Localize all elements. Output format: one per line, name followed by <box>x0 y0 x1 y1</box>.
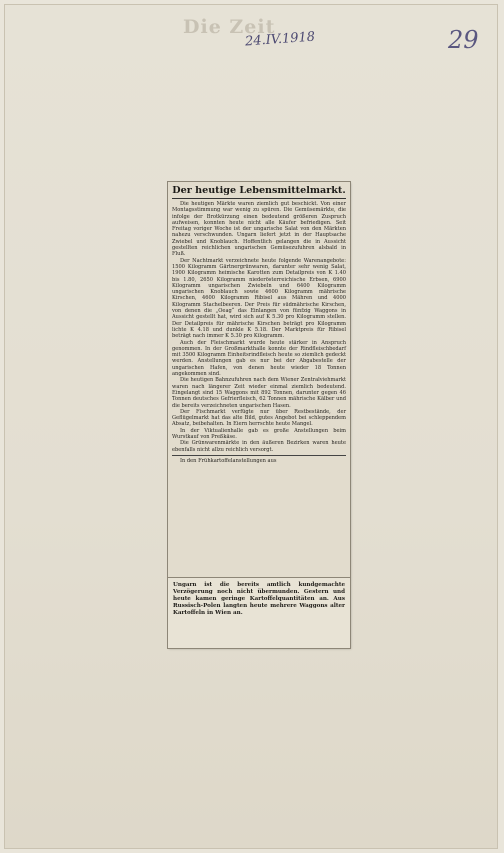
newspaper-stamp: Die Zeit <box>183 16 276 38</box>
article-paragraph: In den Frühkartoffelanstellungen aus <box>180 457 277 464</box>
handwritten-date: 24.IV.1918 <box>244 29 316 50</box>
article-paragraph: Der Fischmarkt verfügte nur über Restbestände, der Geflügelmarkt hat das alte Bild, gutes Angebot bei schleppendem Absatz, beibehalten. In Eiern herrschte heute Mangel. <box>172 408 346 428</box>
article-body <box>168 201 350 464</box>
page-number: 29 <box>448 26 479 54</box>
article-paragraph: Die heutigen Märkte waren ziemlich gut beschickt. Von einer Montagsstimmung war wenig zu spüren. Die Gemüsemärkte, die infolge der Brotkürzung einen bedeutend größeren Zuspruch aufweisen, konnten heute nicht alle Käufer befriedigen. Seit Freitag voriger Woche ist der ungarische Salat von den Märkten nahezu verschwunden. Ungarn liefert jetzt in der Hauptsache Zwiebel und Knoblauch. Hoffentlich gelangen die in Aussicht gestellten reichlichen ungarischen Gemüsezufuhren alsbald in Fluß. <box>172 201 346 258</box>
article-paragraph: Auch der Fleischmarkt wurde heute stärker in Anspruch genommen. In der Großmarkthalle konnte der Rindfleischbedarf mit 3500 Kilogramm Einheitsrindfleisch heute so ziemlich gedeckt werden. Anstellungen gab es nur bei der Abgabestelle der ungarischen Hafen, von denen heute wieder 18 Tonnen angekommen sind. <box>172 339 346 378</box>
article-paragraph: Die Grünwarenmärkte in den äußeren Bezirken waren heute ebenfalls nicht allzu reichlich versorgt. <box>172 440 346 453</box>
newspaper-clipping <box>168 182 350 578</box>
article-title: Der heutige Lebensmittelmarkt. <box>172 185 346 199</box>
archive-page <box>4 4 498 849</box>
article-paragraph: Der Nachtmarkt verzeichnete heute folgende Warenangebote: 1500 Kilogramm Gärtnergrünwaren, darunter sehr wenig Salat, 1900 Kilogramm heimische Karotten zum Detailpreis von K 1.40 bis 1.80, 2650 Kilogramm niederösterreichische Erbsen, 6900 Kilogramm ungarischen Zwiebeln und 6400 Kilogramm ungarischen Knoblauch sowie 4600 Kilogramm mährische Kirschen, 4600 Kilogramm Ribisel aus Mähren und 4000 Kilogramm Stachelbeeren. Der Preis für südmährische Kirschen, von denen die „Oeag“ das Einlangen von fünfzig Waggons in Aussicht gestellt hat, wird sich auf K 5.30 pro Kilogramm stellen. Der Detailpreis für mährische Kirschen beträgt pro Kilogramm lichte K 4.18 und dunkle K 5.18. Der Marktpreis für Ribisel beträgt nach immer K 5.30 pro Kilogramm. <box>172 257 346 340</box>
continuation-clipping <box>168 578 350 648</box>
article-paragraph: In der Viktualienhalle gab es große Anstellungen beim Wurstkauf von Preßkäse. <box>172 427 346 440</box>
article-paragraph: Die heutigen Bahnzufuhren nach dem Wiener Zentralviehmarkt waren nach längerer Zeit wieder einmal ziemlich bedeutend. Eingelangt sind 15 Waggons mit 892 Tonnen, darunter gegen 46 Tonnen deutsches Gefrierfleisch, 62 Tonnen mährische Kälber und die bereits verzeichneten ungarischen Hasen. <box>172 377 346 409</box>
column-divider <box>172 455 346 456</box>
continuation-text: Ungarn ist die bereits amtlich kundgemachte Verzögerung noch nicht übermunden. Gestern und heute kamen geringe Kartoffelquantitäten an. Aus Russisch-Polen langten heute mehrere Waggons alter Kartoffeln in Wien an. <box>173 582 345 616</box>
